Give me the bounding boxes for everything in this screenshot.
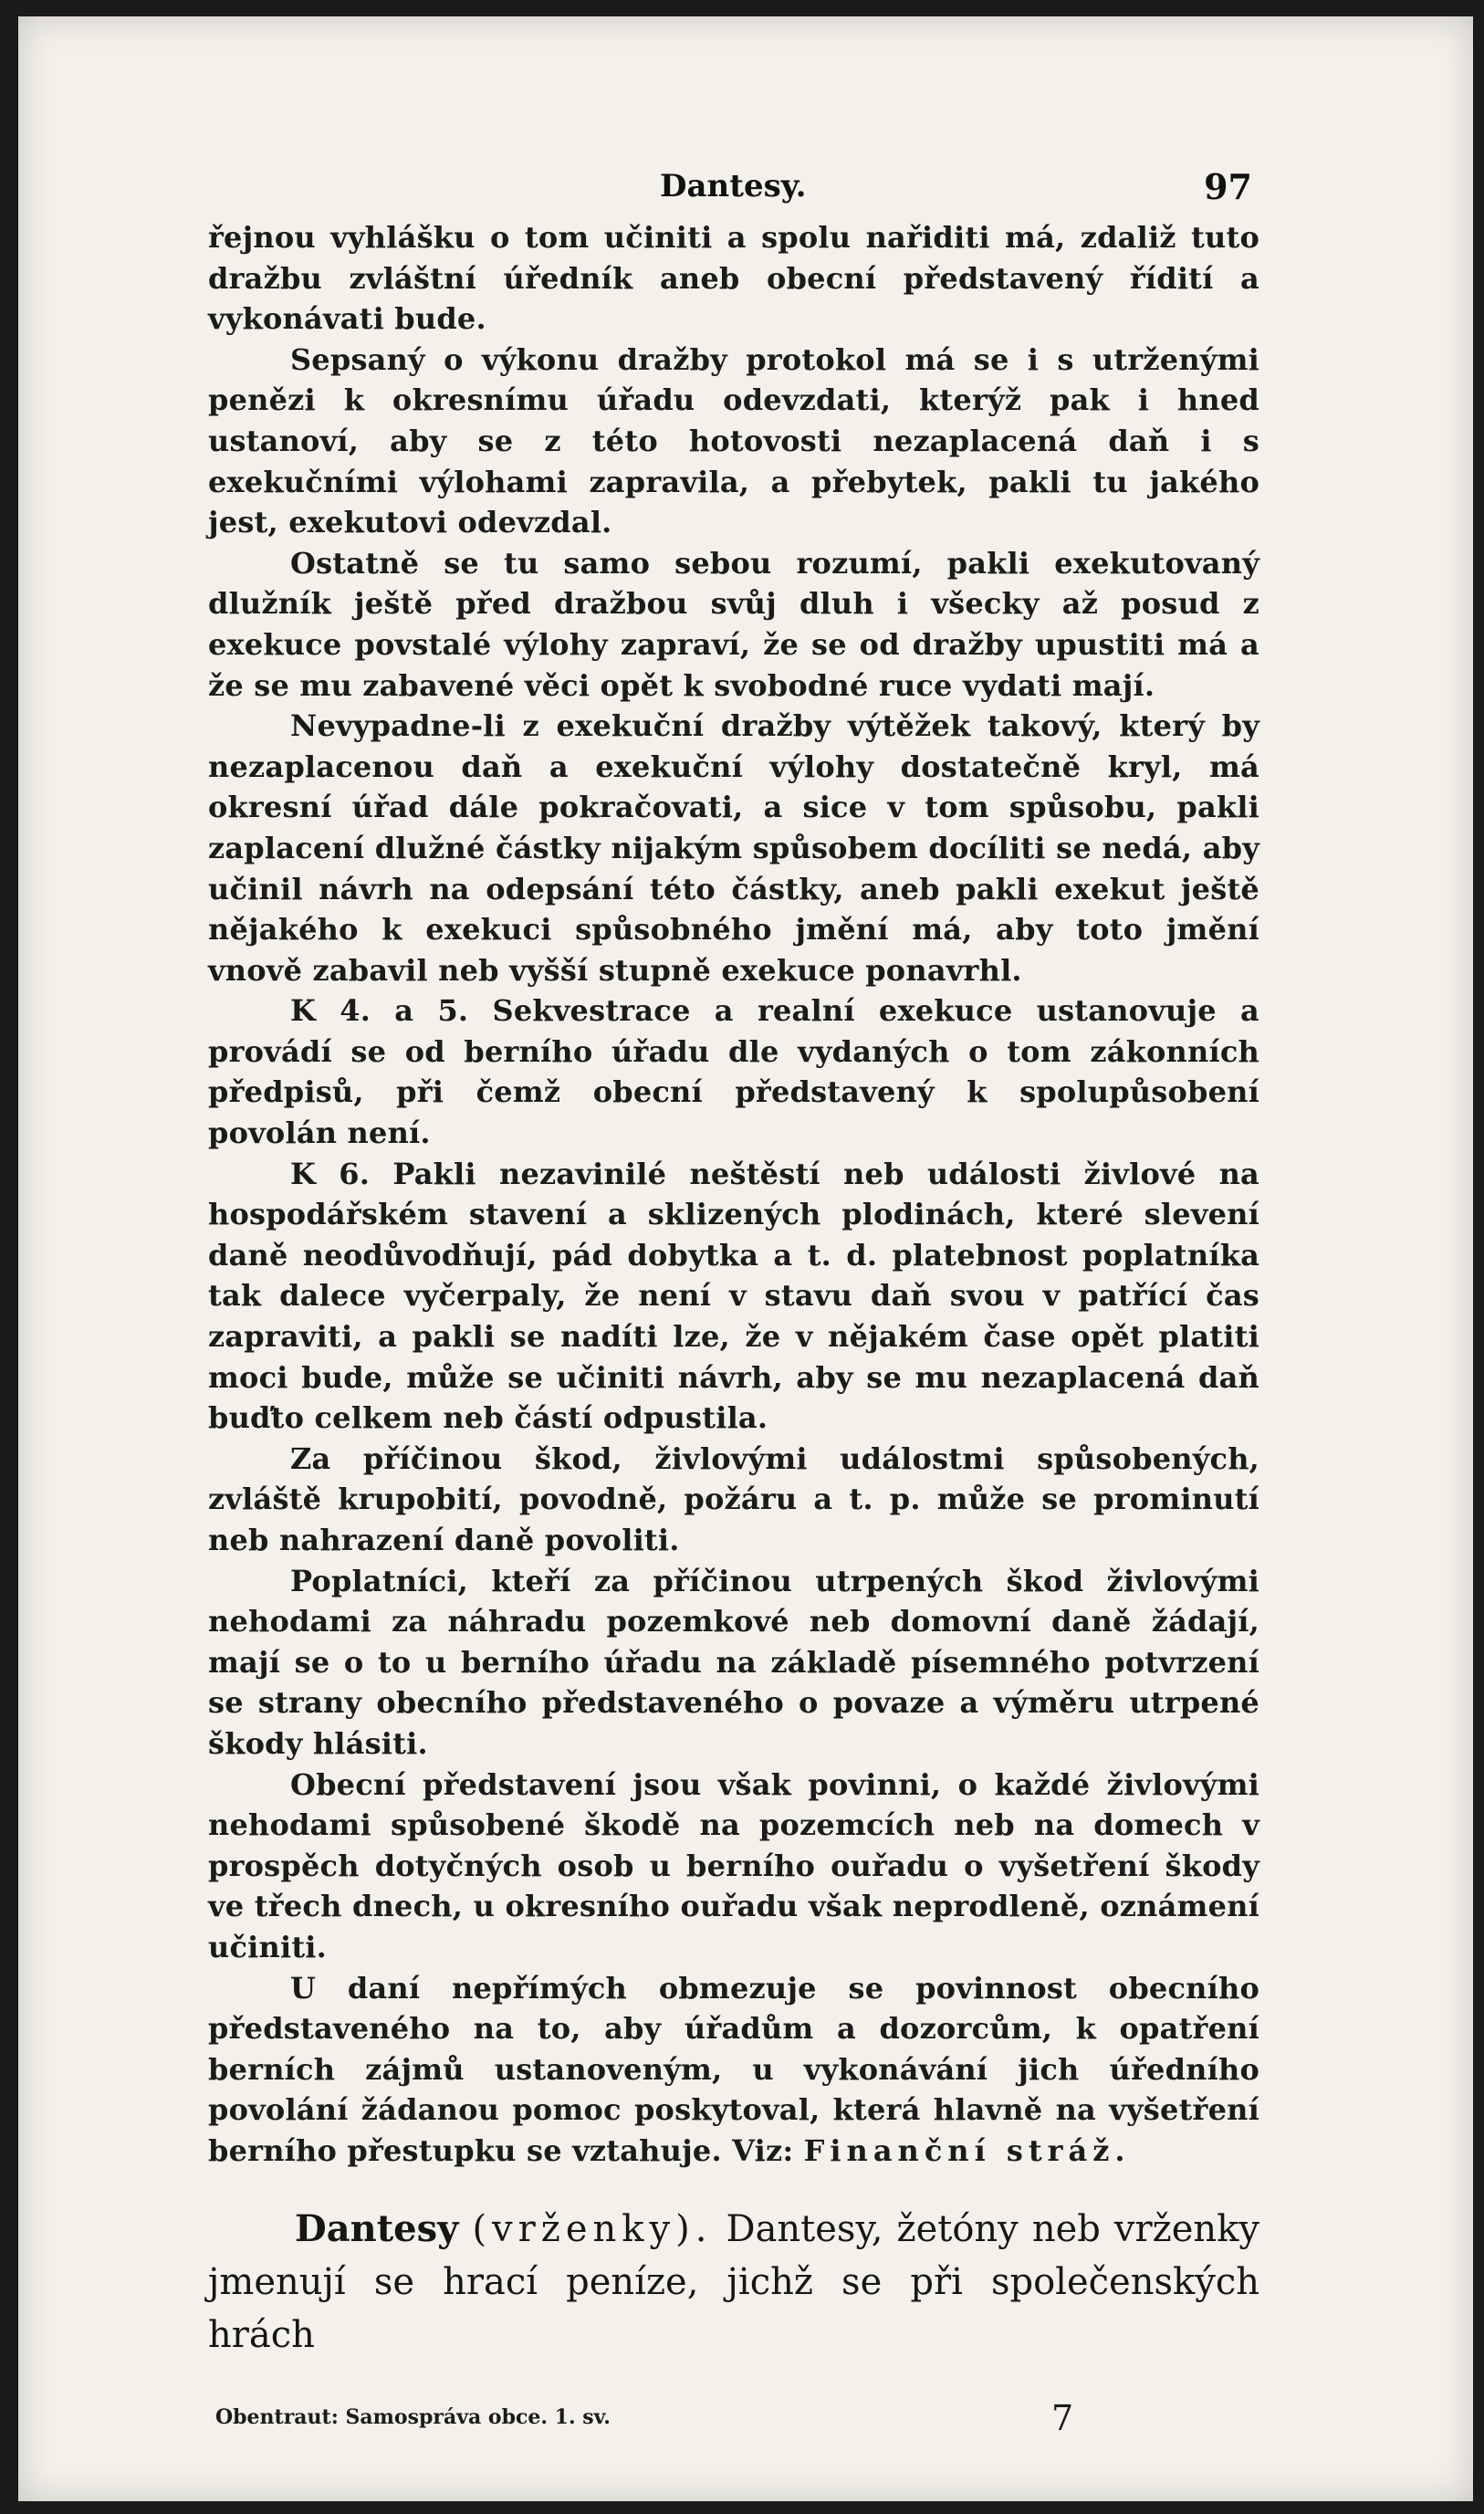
page-number: 97 bbox=[1204, 166, 1252, 207]
entry-headword: Dantesy bbox=[295, 2206, 459, 2250]
running-head bbox=[208, 162, 1259, 217]
entry-text: Dantesy, žetóny neb vrženky jmenují se hrací peníze, jichž se při společenských hrách bbox=[208, 2207, 1259, 2356]
text-block bbox=[208, 162, 1259, 2444]
paragraph-last-text: U daní nepřímých obmezuje se povinnost obecního představeného na to, aby úřadům a dozorcům, k opatření berních zájmů ustanoveným, u vykonávání jich úředního povolání žádanou pomoc poskytoval, která hlavně na vyšetření berního přestupku se vztahuje. Viz: bbox=[208, 1970, 1259, 2168]
signature-text: Obentraut: Samospráva obce. 1. sv. bbox=[215, 2404, 611, 2429]
footer bbox=[208, 2398, 1259, 2444]
paragraph: řejnou vyhlášku o tom učiniti a spolu nařiditi má, zdaliž tuto dražbu zvláštní úředník aneb obecní představený řídití a vykonávati bude. bbox=[208, 220, 1259, 337]
paragraph: Za příčinou škod, živlovými událostmi spůsobených, zvláště krupobití, povodně, požáru a t. p. může se prominutí neb nahrazení daně povoliti. bbox=[208, 1440, 1259, 1557]
signature-number: 7 bbox=[1051, 2397, 1074, 2438]
entry-gloss: (vrženky). bbox=[472, 2207, 713, 2250]
paragraph: K 6. Pakli nezavinilé neštěstí neb události živlové na hospodářském stavení a sklizených plodinách, které slevení daně neodůvodňují, pád dobytka a t. d. platebnost poplatníka tak dalece vyčerpaly, že není v stavu daň svou v patřící čas zapraviti, a pakli se nadíti lze, že v nějakém čase opět platiti moci bude, může se učiniti návrh, aby se mu nezaplacená daň buďto celkem neb částí odpustila. bbox=[208, 1156, 1259, 1436]
running-head-title: Dantesy. bbox=[660, 168, 807, 204]
paragraph: Obecní představení jsou však povinni, o každé živlovými nehodami spůsobené škodě na pozemcích neb na domech v prospěch dotyčných osob u berního ouřadu o vyšetření škody ve třech dnech, u okresního ouřadu však neprodleně, oznámení učiniti. bbox=[208, 1766, 1259, 1964]
book-page bbox=[18, 16, 1473, 2501]
paragraph: Ostatně se tu samo sebou rozumí, pakli exekutovaný dlužník ještě před dražbou svůj dluh i všecky až posud z exekuce povstalé výlohy zapraví, že se od dražby upustiti má a že se mu zabavené věci opět k svobodné ruce vydati mají. bbox=[208, 545, 1259, 703]
paragraph: Sepsaný o výkonu dražby protokol má se i s utrženými penězi k okresnímu úřadu odevzdati, kterýž pak i hned ustanoví, aby se z této hotovosti nezaplacená daň i s exekučními výlohami zapravila, a přebytek, pakli tu jakého jest, exekutovi odevzdal. bbox=[208, 341, 1259, 540]
cross-reference: Finanční stráž. bbox=[803, 2132, 1131, 2168]
paragraph: Poplatníci, kteří za příčinou utrpených škod živlovými nehodami za náhradu pozemkové neb domovní daně žádají, mají se o to u berního úřadu na základě písemného potvrzení se strany obecního představeného o povaze a výměru utrpené škody hlásiti. bbox=[208, 1563, 1259, 1761]
dictionary-entry bbox=[208, 2203, 1259, 2362]
paragraph: K 4. a 5. Sekvestrace a realní exekuce ustanovuje a provádí se od berního úřadu dle vydaných o tom zákonních předpisů, při čemž obecní představený k spolupůsobení povolán není. bbox=[208, 993, 1259, 1151]
paragraph: Nevypadne-li z exekuční dražby výtěžek takový, který by nezaplacenou daň a exekuční výlohy dostatečně kryl, má okresní úřad dále pokračovati, a sice v tom spůsobu, pakli zaplacení dlužné částky nijakým spůsobem docíliti se nedá, aby učinil návrh na odepsání této částky, aneb pakli exekut ještě nějakého k exekuci spůsobného jmění má, aby toto jmění vnově zabavil neb vyšší stupně exekuce ponavrhl. bbox=[208, 708, 1259, 988]
paragraph-last bbox=[208, 1968, 1259, 2172]
